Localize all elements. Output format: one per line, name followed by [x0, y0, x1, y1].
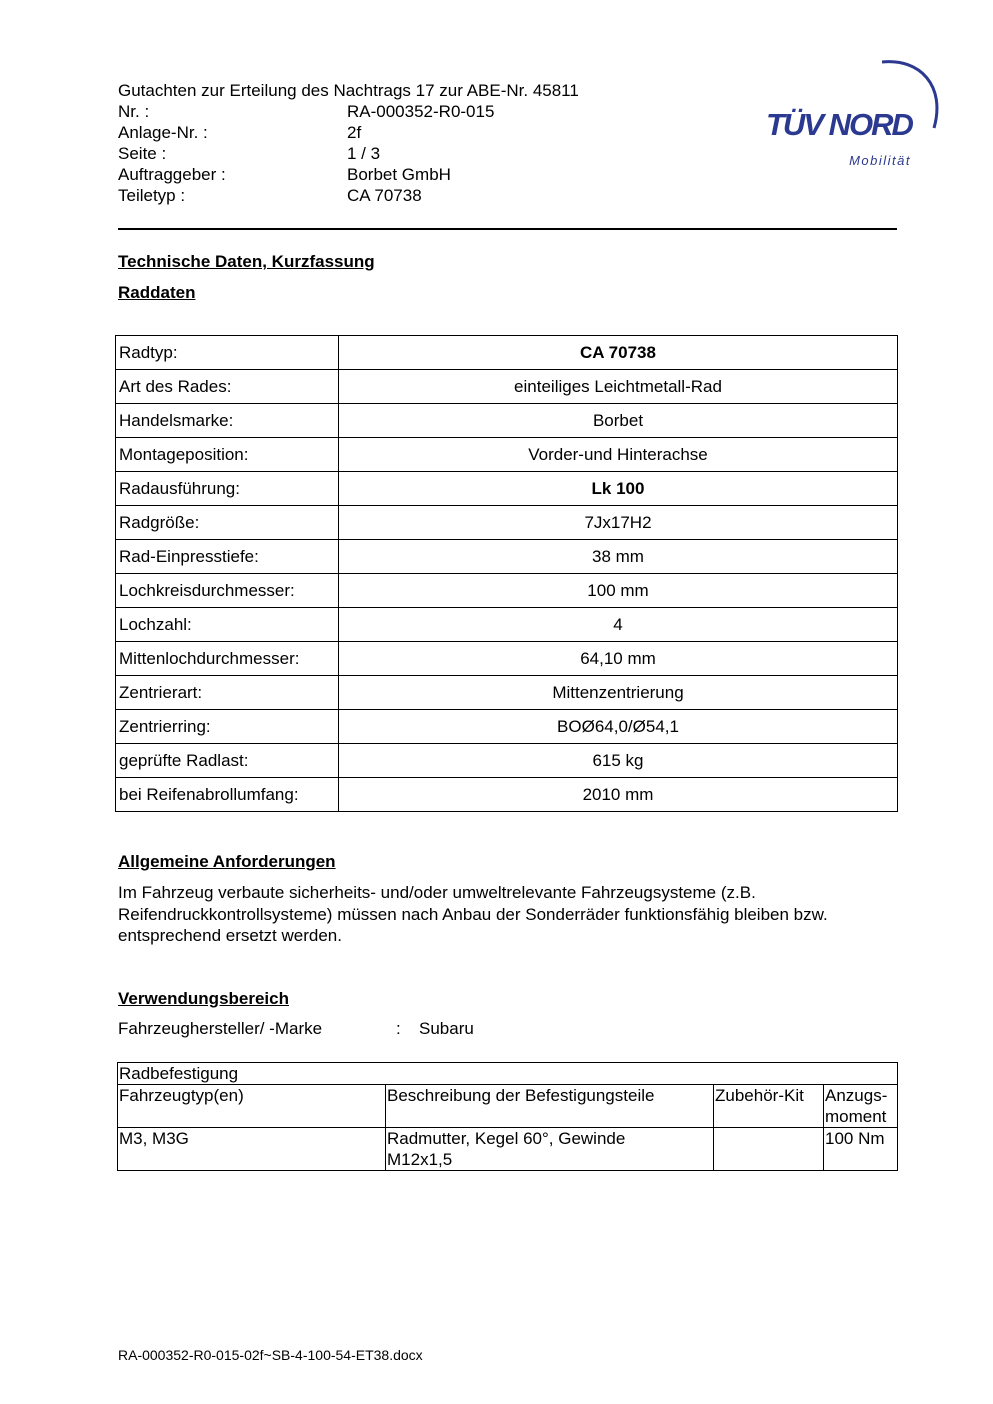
footer-filename: RA-000352-R0-015-02f~SB-4-100-54-ET38.docx	[118, 1347, 423, 1363]
header-field-row	[118, 122, 658, 143]
raddaten-value: Lk 100	[339, 472, 898, 506]
raddaten-label: Lochkreisdurchmesser:	[116, 574, 339, 608]
cell-beschreibung-line2: M12x1,5	[387, 1150, 453, 1169]
document-header	[118, 80, 658, 206]
header-field-row	[118, 164, 658, 185]
table-row	[116, 336, 898, 370]
header-field-row	[118, 185, 658, 206]
raddaten-value: 100 mm	[339, 574, 898, 608]
raddaten-label: bei Reifenabrollumfang:	[116, 778, 339, 812]
raddaten-value: 2010 mm	[339, 778, 898, 812]
paragraph-line: Reifendruckkontrollsysteme) müssen nach Anbau der Sonderräder funktionsfähig bleiben bzw.	[118, 904, 828, 924]
logo-graphic	[762, 56, 942, 172]
cell-beschreibung	[386, 1128, 714, 1171]
table-row	[116, 472, 898, 506]
table-row	[116, 540, 898, 574]
raddaten-value: einteiliges Leichtmetall-Rad	[339, 370, 898, 404]
section-title-verwendung: Verwendungsbereich	[118, 989, 289, 1008]
header-divider	[118, 228, 897, 230]
raddaten-label: Radausführung:	[116, 472, 339, 506]
radbefestigung-table	[117, 1062, 898, 1171]
table-row	[118, 1128, 898, 1171]
raddaten-value: Borbet	[339, 404, 898, 438]
header-anzug-line2: moment	[825, 1107, 887, 1126]
table-row	[116, 438, 898, 472]
cell-zubehoer	[714, 1128, 824, 1171]
raddaten-label: geprüfte Radlast:	[116, 744, 339, 778]
table-row	[116, 710, 898, 744]
table-row	[116, 404, 898, 438]
vehicle-maker-row	[118, 1019, 474, 1039]
vehicle-maker-colon: :	[396, 1019, 401, 1038]
raddaten-label: Rad-Einpresstiefe:	[116, 540, 339, 574]
vehicle-maker-label: Fahrzeughersteller/ -Marke	[118, 1019, 323, 1038]
cell-anzugsmoment: 100 Nm	[824, 1128, 898, 1171]
header-field-label: Teiletyp :	[118, 186, 186, 205]
raddaten-value: BOØ64,0/Ø54,1	[339, 710, 898, 744]
cell-fahrzeugtyp: M3, M3G	[118, 1128, 386, 1171]
raddaten-table	[115, 335, 898, 812]
cell-beschreibung-line1: Radmutter, Kegel 60°, Gewinde	[387, 1129, 626, 1148]
logo-subtitle-text: Mobilität	[849, 153, 911, 168]
header-field-label: Nr. :	[118, 102, 150, 121]
document-title: Gutachten zur Erteilung des Nachtrags 17 zur ABE-Nr. 45811	[118, 81, 579, 100]
raddaten-table-body	[116, 336, 898, 812]
raddaten-label: Radtyp:	[116, 336, 339, 370]
radbefestigung-title: Radbefestigung	[118, 1063, 898, 1085]
table-row	[116, 744, 898, 778]
raddaten-value: 64,10 mm	[339, 642, 898, 676]
header-field-label: Seite :	[118, 144, 167, 163]
allgemeine-paragraph	[118, 882, 908, 947]
raddaten-label: Zentrierring:	[116, 710, 339, 744]
header-anzug-line1: Anzugs-	[825, 1086, 888, 1105]
logo-brand-text: TÜV NORD	[766, 107, 912, 142]
header-field-value: 1 / 3	[347, 144, 381, 163]
table-row	[116, 506, 898, 540]
header-field-value: 2f	[347, 123, 362, 142]
header-field-row	[118, 101, 658, 122]
raddaten-value: 38 mm	[339, 540, 898, 574]
table-title-row	[118, 1063, 898, 1085]
raddaten-label: Montageposition:	[116, 438, 339, 472]
raddaten-value: CA 70738	[339, 336, 898, 370]
raddaten-label: Zentrierart:	[116, 676, 339, 710]
table-row	[116, 370, 898, 404]
raddaten-label: Art des Rades:	[116, 370, 339, 404]
header-field-value: Borbet GmbH	[347, 165, 451, 184]
table-header-row	[118, 1085, 898, 1128]
header-fields	[118, 101, 658, 206]
header-beschreibung: Beschreibung der Befestigungsteile	[386, 1085, 714, 1128]
table-row	[116, 676, 898, 710]
header-field-label: Auftraggeber :	[118, 165, 226, 184]
raddaten-label: Mittenlochdurchmesser:	[116, 642, 339, 676]
section-title-raddaten: Raddaten	[118, 283, 196, 302]
table-row	[116, 608, 898, 642]
table-row	[116, 778, 898, 812]
header-field-value: CA 70738	[347, 186, 422, 205]
raddaten-value: 7Jx17H2	[339, 506, 898, 540]
raddaten-label: Radgröße:	[116, 506, 339, 540]
section-title-technische-daten: Technische Daten, Kurzfassung	[118, 252, 375, 271]
raddaten-value: Vorder-und Hinterachse	[339, 438, 898, 472]
section-title-allgemeine: Allgemeine Anforderungen	[118, 852, 336, 871]
header-field-label: Anlage-Nr. :	[118, 123, 208, 142]
header-field-row	[118, 143, 658, 164]
header-fahrzeugtyp: Fahrzeugtyp(en)	[118, 1085, 386, 1128]
raddaten-value: 4	[339, 608, 898, 642]
tuv-nord-logo	[762, 56, 942, 172]
raddaten-label: Lochzahl:	[116, 608, 339, 642]
header-field-value: RA-000352-R0-015	[347, 102, 495, 121]
vehicle-maker-value: Subaru	[419, 1019, 474, 1038]
header-anzugsmoment	[824, 1085, 898, 1128]
table-row	[116, 574, 898, 608]
raddaten-value: 615 kg	[339, 744, 898, 778]
paragraph-line: Im Fahrzeug verbaute sicherheits- und/oder umweltrelevante Fahrzeugsysteme (z.B.	[118, 883, 756, 902]
raddaten-label: Handelsmarke:	[116, 404, 339, 438]
paragraph-line: entsprechend ersetzt werden.	[118, 926, 342, 945]
table-row	[116, 642, 898, 676]
header-zubehoer: Zubehör-Kit	[714, 1085, 824, 1128]
raddaten-value: Mittenzentrierung	[339, 676, 898, 710]
